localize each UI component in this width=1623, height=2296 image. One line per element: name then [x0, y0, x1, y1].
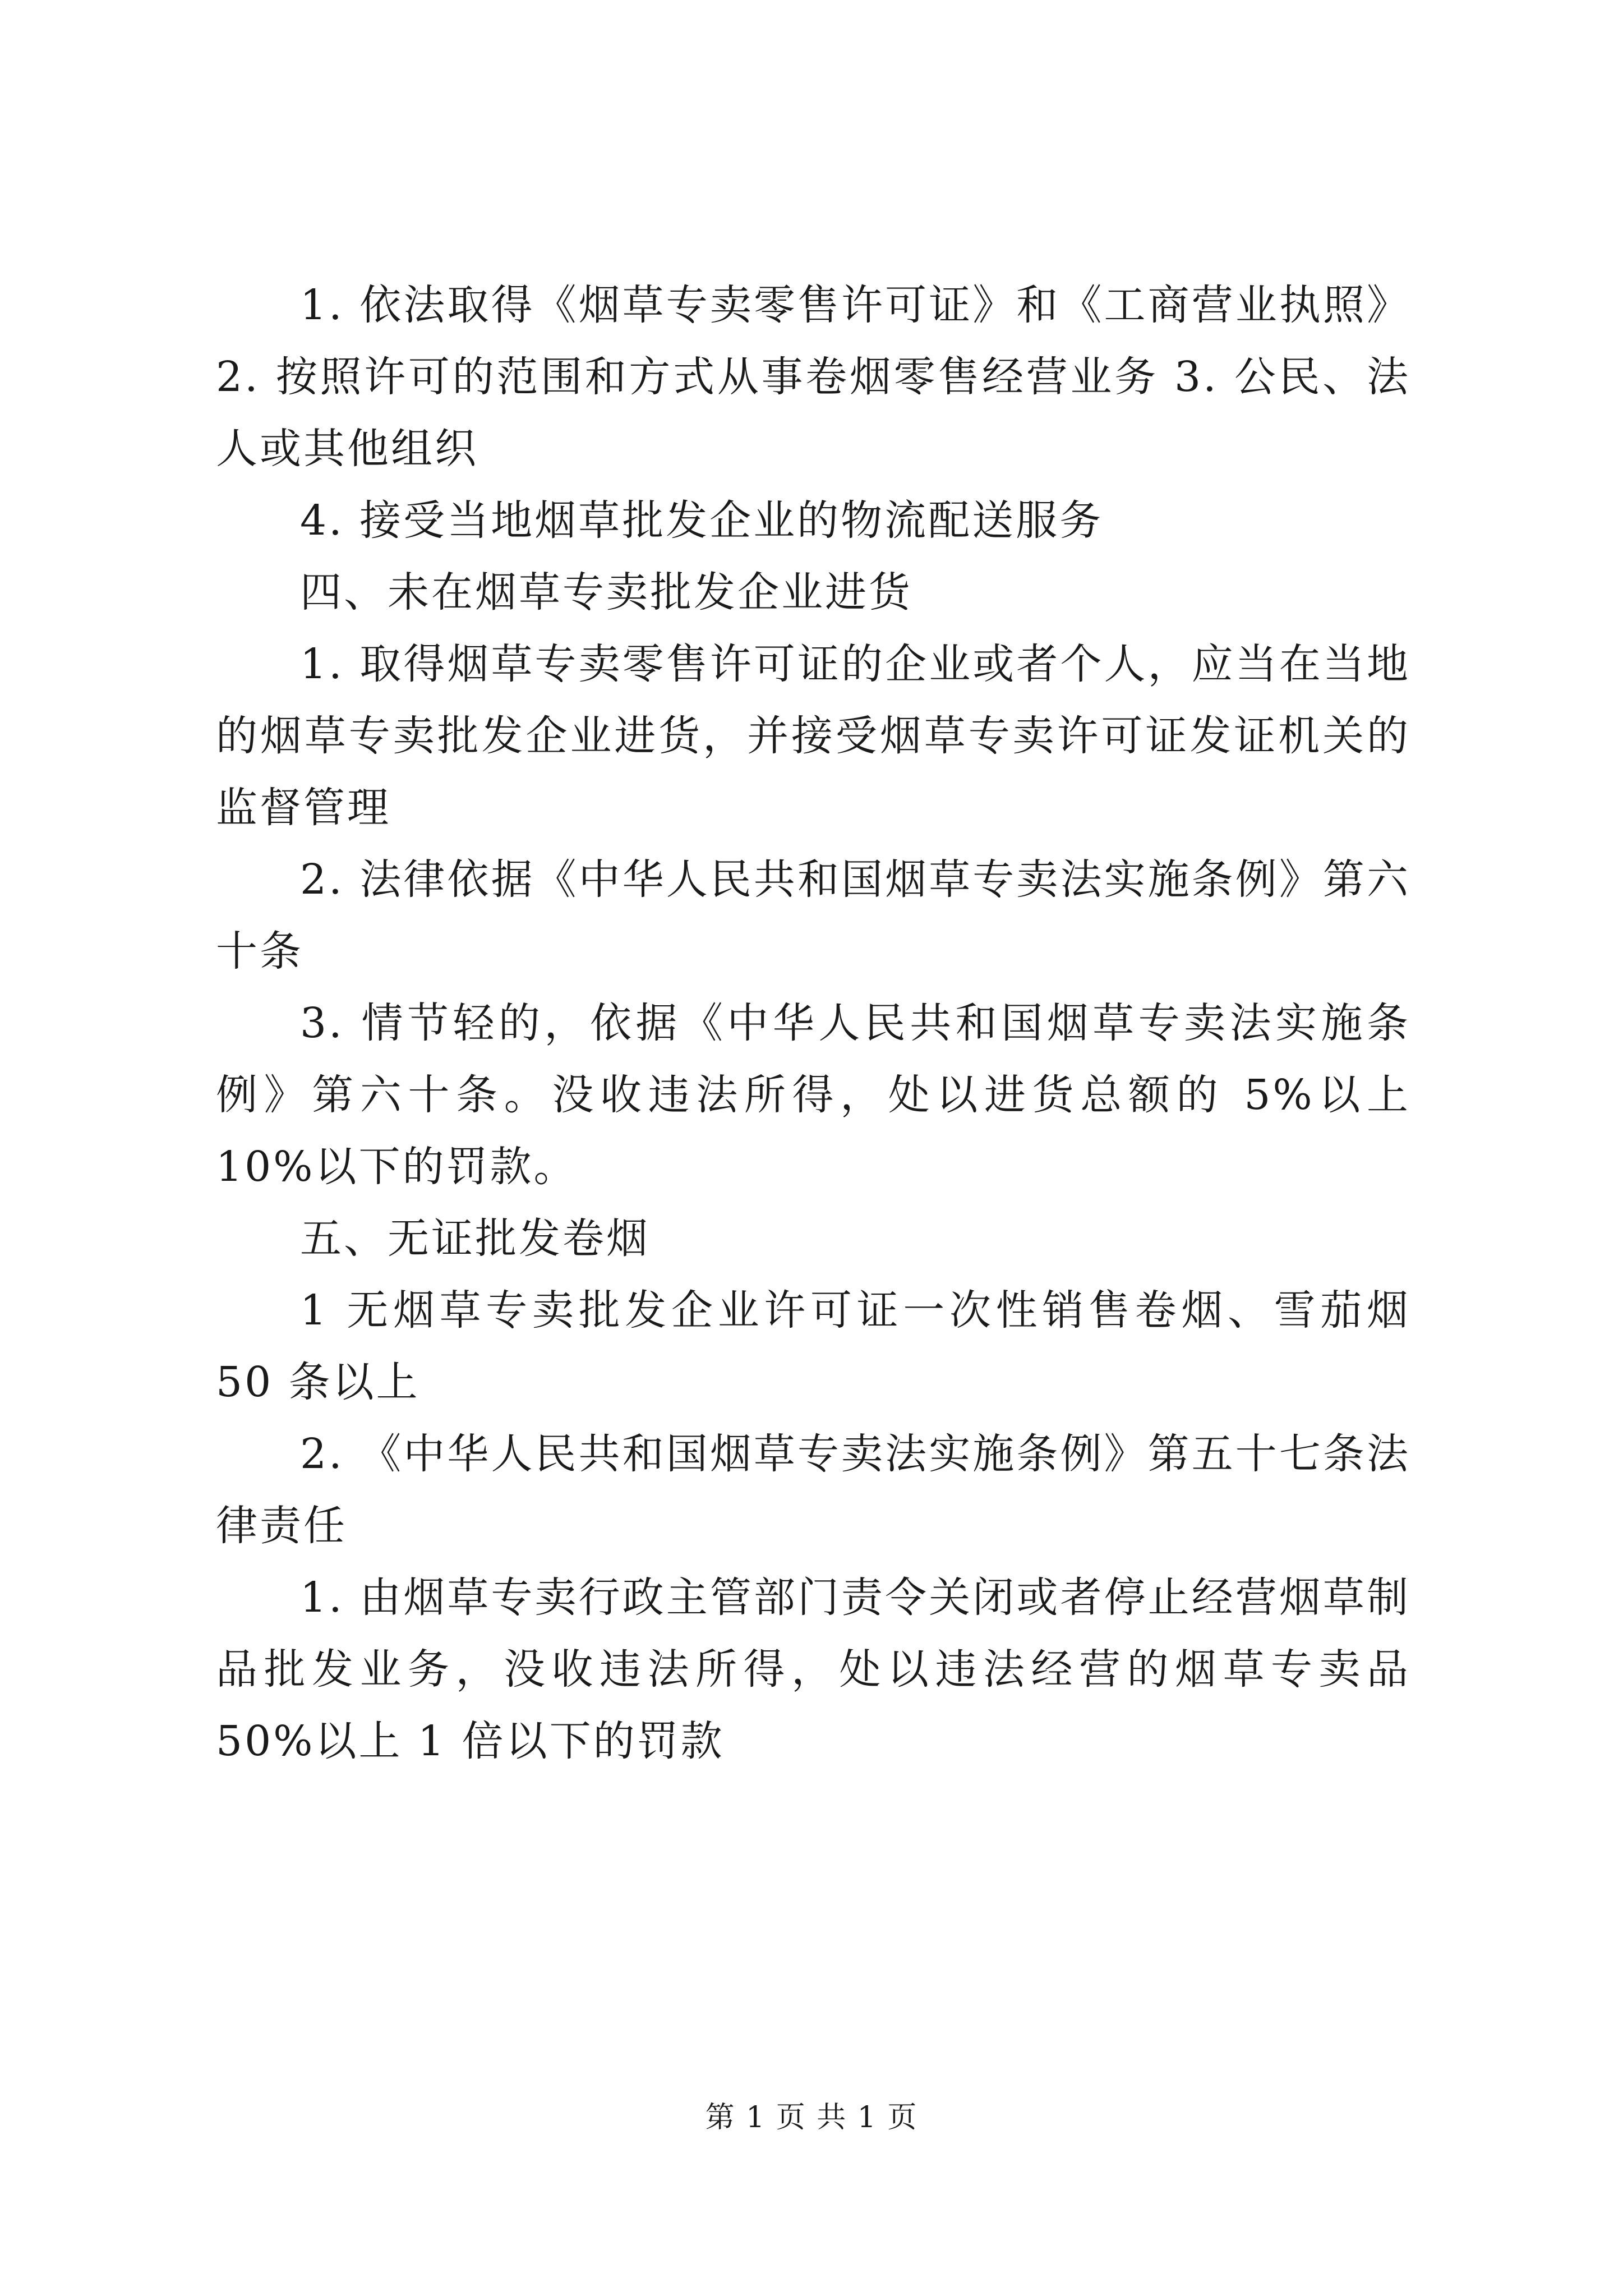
- paragraph-5: 3. 情节轻的，依据《中华人民共和国烟草专卖法实施条例》第六十条。没收违法所得，处以进货总额的 5%以上 10%以下的罚款。: [216, 999, 1410, 1191]
- paragraph-2: 4. 接受当地烟草批发企业的物流配送服务: [300, 496, 1104, 545]
- page-footer: 第 1 页 共 1 页: [705, 2101, 918, 2134]
- paragraph-8: 1. 由烟草专卖行政主管部门责令关闭或者停止经营烟草制品批发业务，没收违法所得，处以违法经营的烟草专卖品 50%以上 1 倍以下的罚款: [216, 1573, 1410, 1765]
- paragraph-6: 1 无烟草专卖批发企业许可证一次性销售卷烟、雪茄烟 50 条以上: [216, 1286, 1410, 1406]
- section-heading-4: 四、未在烟草专卖批发企业进货: [300, 568, 912, 616]
- paragraph-7: 2. 《中华人民共和国烟草专卖法实施条例》第五十七条法律责任: [216, 1430, 1410, 1550]
- paragraph-3: 1. 取得烟草专卖零售许可证的企业或者个人，应当在当地的烟草专卖批发企业进货，并接受烟草专卖许可证发证机关的监督管理: [216, 640, 1410, 832]
- section-heading-5: 五、无证批发卷烟: [300, 1214, 650, 1263]
- paragraph-4: 2. 法律依据《中华人民共和国烟草专卖法实施条例》第六十条: [216, 855, 1410, 976]
- paragraph-1: 1. 依法取得《烟草专卖零售许可证》和《工商营业执照》2. 按照许可的范围和方式从事卷烟零售经营业务 3. 公民、法人或其他组织: [216, 281, 1410, 473]
- document-body: [216, 269, 1410, 1777]
